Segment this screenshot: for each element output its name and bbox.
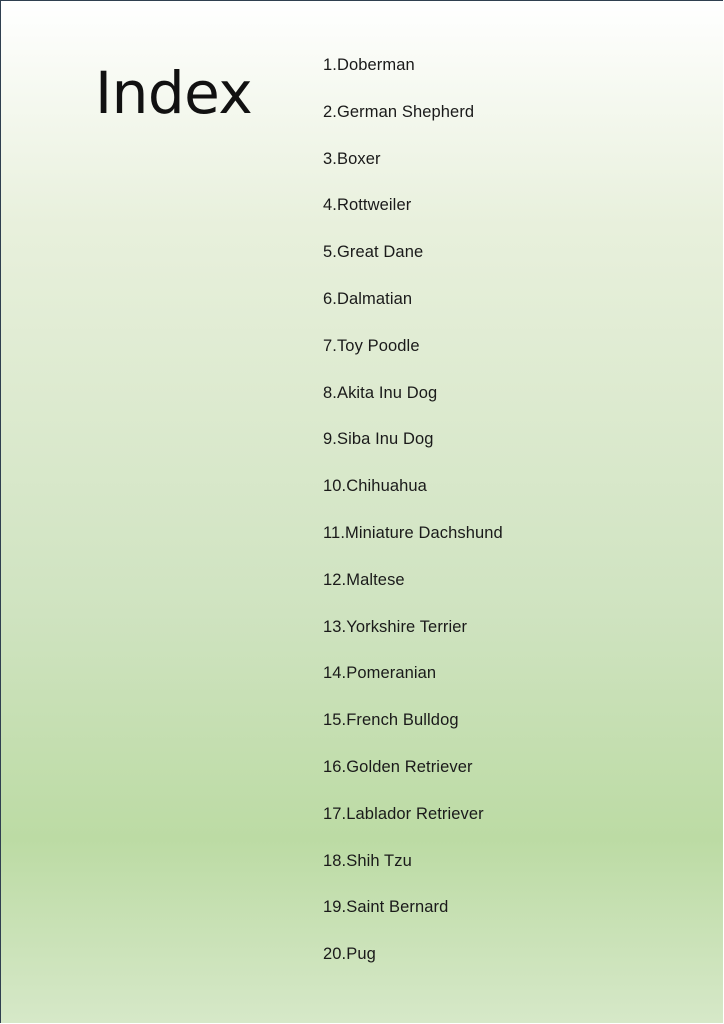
page-title: Index bbox=[95, 59, 253, 127]
list-item: 8.Akita Inu Dog bbox=[323, 383, 438, 402]
list-item: 12.Maltese bbox=[323, 570, 405, 589]
list-item: 7.Toy Poodle bbox=[323, 336, 420, 355]
list-item: 11.Miniature Dachshund bbox=[323, 523, 503, 542]
list-item: 9.Siba Inu Dog bbox=[323, 430, 434, 449]
list-item: 3.Boxer bbox=[323, 149, 381, 168]
list-item: 20.Pug bbox=[323, 945, 376, 964]
list-item: 19.Saint Bernard bbox=[323, 898, 449, 917]
list-item: 2.German Shepherd bbox=[323, 102, 475, 121]
list-item: 13.Yorkshire Terrier bbox=[323, 617, 468, 636]
list-item: 17.Lablador Retriever bbox=[323, 804, 484, 823]
list-item: 10.Chihuahua bbox=[323, 477, 427, 496]
list-item: 18.Shih Tzu bbox=[323, 851, 412, 870]
list-item: 1.Doberman bbox=[323, 56, 415, 74]
list-item: 16.Golden Retriever bbox=[323, 757, 473, 776]
list-item: 15.French Bulldog bbox=[323, 711, 459, 730]
list-item: 5.Great Dane bbox=[323, 243, 424, 262]
list-item: 6.Dalmatian bbox=[323, 289, 413, 308]
list-item: 4.Rottweiler bbox=[323, 196, 412, 215]
list-item: 14.Pomeranian bbox=[323, 664, 437, 683]
index-list bbox=[323, 55, 503, 991]
